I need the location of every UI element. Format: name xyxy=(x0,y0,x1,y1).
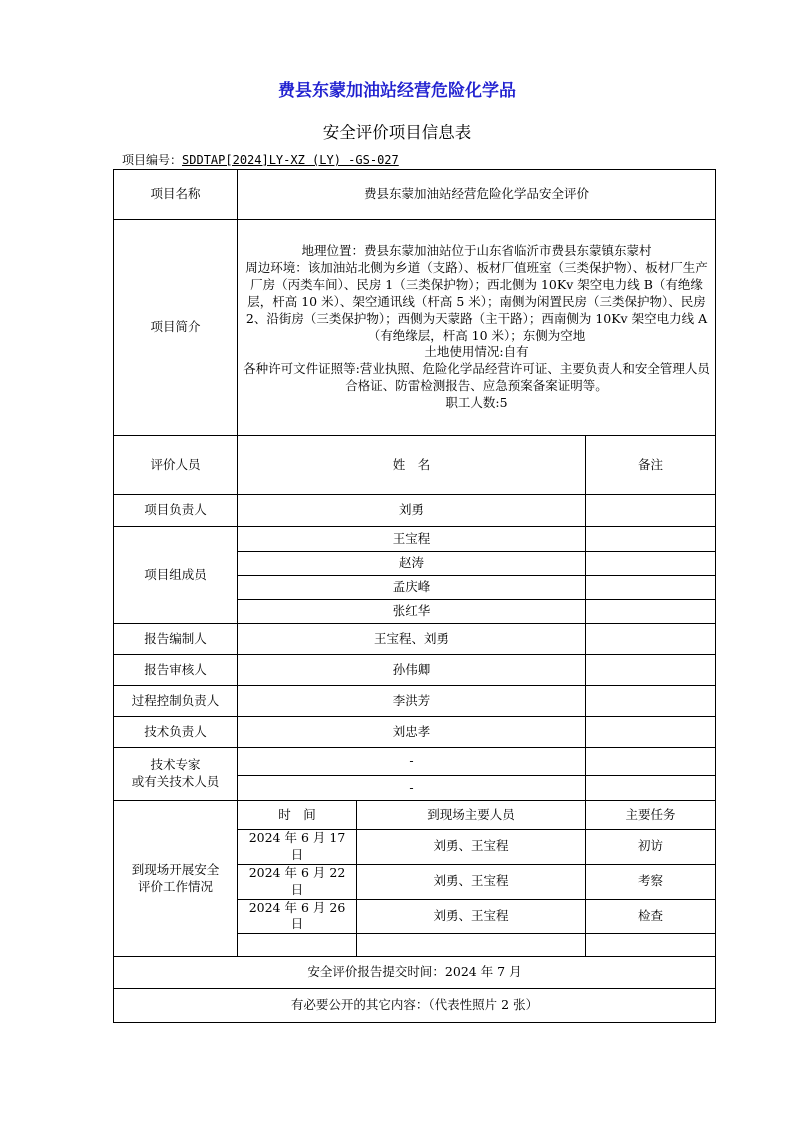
project-number xyxy=(122,151,399,168)
tech-name: 刘忠孝 xyxy=(238,717,586,748)
visit-task: 考察 xyxy=(586,864,716,899)
member-note xyxy=(586,552,716,576)
intro-staff-count: 职工人数:5 xyxy=(445,395,508,410)
expert-name: - xyxy=(238,748,586,776)
intro-land-use: 土地使用情况:自有 xyxy=(424,344,529,360)
intro-location: 地理位置：费县东蒙加油站位于山东省临沂市费县东蒙镇东蒙村 xyxy=(301,243,652,259)
project-name: 费县东蒙加油站经营危险化学品安全评价 xyxy=(238,170,716,220)
expert-name: - xyxy=(238,776,586,801)
reviewer-note xyxy=(586,655,716,686)
member-note xyxy=(586,576,716,600)
visit-date xyxy=(238,934,357,957)
experts-label-line: 技术专家 xyxy=(150,757,201,773)
leader-name: 刘勇 xyxy=(238,495,586,527)
staff-note-header: 备注 xyxy=(586,436,716,495)
expert-note xyxy=(586,776,716,801)
visit-people: 刘勇、王宝程 xyxy=(357,830,586,865)
visit-task xyxy=(586,934,716,957)
staff-name-header: 姓 名 xyxy=(238,436,586,495)
project-intro xyxy=(238,220,716,436)
expert-note xyxy=(586,748,716,776)
visits-label-line: 评价工作情况 xyxy=(137,878,213,894)
visit-people: 刘勇、王宝程 xyxy=(357,864,586,899)
process-note xyxy=(586,686,716,717)
visit-people: 刘勇、王宝程 xyxy=(357,899,586,934)
staff-role-header: 评价人员 xyxy=(114,436,238,495)
intro-surroundings: 周边环境：该加油站北侧为乡道（支路）、板材厂值班室（三类保护物）、板材厂生产厂房（丙类车间）、民房 1（三类保护物）；西北侧为 10Kv 架空电力线 B（有绝缘层，杆高 10 米）、架空通讯线（杆高 5 米）；南侧为闲置民房（三类保护物）、民房 2、沿街房（三类保护物）；西侧为天蒙路（主干路）；西南侧为 10Kv 架空电力线 A（有绝缘层，杆高 10 米）；东侧为空地 xyxy=(245,260,708,343)
visit-task: 初访 xyxy=(586,830,716,865)
project-name-label: 项目名称 xyxy=(114,170,238,220)
leader-note xyxy=(586,495,716,527)
member-name: 赵涛 xyxy=(238,552,586,576)
member-note xyxy=(586,600,716,624)
member-note xyxy=(586,527,716,552)
intro-licenses: 各种许可文件证照等:营业执照、危险化学品经营许可证、主要负责人和安全管理人员合格证、防雷检测报告、应急预案备案证明等。 xyxy=(243,361,710,394)
tech-label: 技术负责人 xyxy=(114,717,238,748)
author-name: 王宝程、刘勇 xyxy=(238,624,586,655)
visit-people xyxy=(357,934,586,957)
reviewer-label: 报告审核人 xyxy=(114,655,238,686)
visits-label-line: 到现场开展安全 xyxy=(131,861,220,877)
members-label: 项目组成员 xyxy=(114,527,238,624)
visit-date: 2024 年 6 月 17 日 xyxy=(238,830,357,865)
visits-label xyxy=(114,801,238,957)
experts-label-line: 或有关技术人员 xyxy=(131,774,220,789)
visit-task-header: 主要任务 xyxy=(586,801,716,830)
project-number-value: SDDTAP[2024]LY-XZ (LY) -GS-027 xyxy=(182,153,399,167)
author-note xyxy=(586,624,716,655)
document-subtitle: 安全评价项目信息表 xyxy=(322,123,472,142)
document-title: 费县东蒙加油站经营危险化学品 xyxy=(278,81,516,101)
project-intro-label: 项目简介 xyxy=(114,220,238,436)
visit-task: 检查 xyxy=(586,899,716,934)
process-name: 李洪芳 xyxy=(238,686,586,717)
project-number-label: 项目编号： xyxy=(122,153,183,167)
member-name: 张红华 xyxy=(238,600,586,624)
submit-time: 安全评价报告提交时间：2024 年 7 月 xyxy=(114,957,716,989)
process-label: 过程控制负责人 xyxy=(114,686,238,717)
info-table xyxy=(113,169,716,1023)
visit-date: 2024 年 6 月 22 日 xyxy=(238,864,357,899)
visit-date: 2024 年 6 月 26 日 xyxy=(238,899,357,934)
tech-note xyxy=(586,717,716,748)
experts-label xyxy=(114,748,238,801)
member-name: 孟庆峰 xyxy=(238,576,586,600)
other-public-content: 有必要公开的其它内容：（代表性照片 2 张） xyxy=(114,989,716,1023)
leader-label: 项目负责人 xyxy=(114,495,238,527)
visit-people-header: 到现场主要人员 xyxy=(357,801,586,830)
reviewer-name: 孙伟卿 xyxy=(238,655,586,686)
author-label: 报告编制人 xyxy=(114,624,238,655)
visit-time-header: 时 间 xyxy=(238,801,357,830)
member-name: 王宝程 xyxy=(238,527,586,552)
